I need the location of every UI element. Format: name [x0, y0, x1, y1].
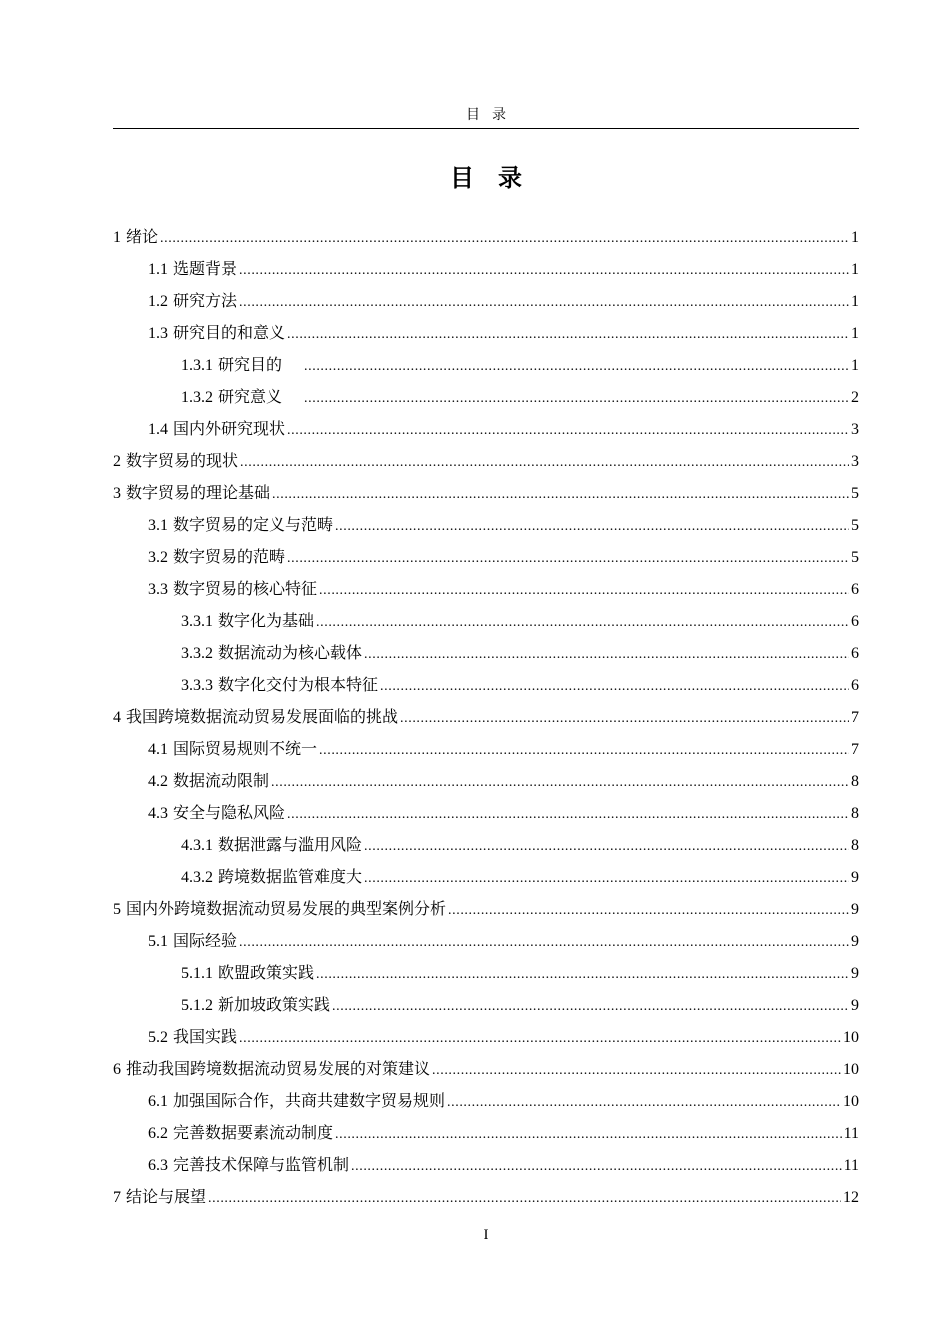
toc-entry[interactable] [113, 830, 859, 862]
toc-entry-title: 我国实践 [173, 1029, 238, 1046]
toc-entry-number: 3.3.1 [181, 613, 213, 630]
toc-entry-page: 6 [851, 645, 859, 662]
toc-entry-page: 9 [851, 869, 859, 886]
toc-leader-dots [287, 542, 849, 574]
toc-entry-title: 安全与隐私风险 [173, 805, 286, 822]
toc-entry-number: 6.1 [148, 1093, 168, 1110]
toc-entry-number: 7 [113, 1189, 121, 1206]
toc-leader-dots [316, 606, 849, 638]
toc-entry-number: 1.2 [148, 293, 168, 310]
toc-entry-number: 4.2 [148, 773, 168, 790]
toc-entry-page: 1 [851, 293, 859, 310]
toc-entry[interactable] [113, 446, 859, 478]
toc-entry-number: 3 [113, 485, 121, 502]
toc-entry-page: 5 [851, 485, 859, 502]
toc-entry-page: 5 [851, 549, 859, 566]
toc-entry-page: 6 [851, 581, 859, 598]
toc-entry-number: 1.4 [148, 421, 168, 438]
toc-entry[interactable] [113, 734, 859, 766]
running-header: 目录 [466, 108, 518, 123]
page-number: I [483, 1227, 489, 1243]
toc-entry-title: 新加坡政策实践 [218, 997, 331, 1014]
toc-entry-title: 研究目的 [218, 357, 283, 374]
toc-leader-dots [364, 830, 849, 862]
toc-entry-page: 8 [851, 805, 859, 822]
toc-entry[interactable] [113, 1054, 859, 1086]
toc-entry-title: 国际经验 [173, 933, 238, 950]
toc-entry-number: 6.3 [148, 1157, 168, 1174]
toc-entry-page: 6 [851, 677, 859, 694]
toc-entry-page: 7 [851, 741, 859, 758]
toc-entry[interactable] [113, 574, 859, 606]
toc-entry-number: 1.3.1 [181, 357, 213, 374]
toc-entry-number: 4 [113, 709, 121, 726]
toc-entry-number: 4.3.2 [181, 869, 213, 886]
toc-entry-number: 5.1 [148, 933, 168, 950]
toc-entry[interactable] [113, 222, 859, 254]
toc-entry-title: 欧盟政策实践 [218, 965, 315, 982]
toc-leader-dots [335, 510, 849, 542]
toc-entry-number: 5.2 [148, 1029, 168, 1046]
toc-entry-title: 完善数据要素流动制度 [173, 1125, 334, 1142]
toc-entry-number: 5.1.2 [181, 997, 213, 1014]
header-rule [113, 128, 859, 129]
toc-entry-title: 数字化为基础 [218, 613, 315, 630]
toc-entry-title: 数据流动限制 [173, 773, 270, 790]
toc-entry-number: 5.1.1 [181, 965, 213, 982]
toc-leader-dots [287, 318, 849, 350]
toc-entry[interactable] [113, 286, 859, 318]
toc-leader-dots [208, 1182, 841, 1214]
toc-leader-dots [319, 734, 849, 766]
toc-entry[interactable] [113, 862, 859, 894]
toc-entry[interactable] [113, 1182, 859, 1214]
toc-entry-page: 9 [851, 933, 859, 950]
toc-entry-page: 3 [851, 453, 859, 470]
toc-entry-title: 数字贸易的范畴 [173, 549, 286, 566]
toc-entry-number: 1 [113, 229, 121, 246]
toc-entry-title: 数字化交付为根本特征 [218, 677, 379, 694]
toc-leader-dots [304, 382, 849, 414]
toc-title: 目录 [450, 164, 546, 192]
toc-entry-page: 7 [851, 709, 859, 726]
toc-leader-dots [304, 350, 849, 382]
toc-entry-number: 4.3.1 [181, 837, 213, 854]
toc-leader-dots [380, 670, 849, 702]
toc-entry-page: 5 [851, 517, 859, 534]
toc-leader-dots [364, 862, 849, 894]
toc-entry[interactable] [113, 958, 859, 990]
toc-entry-number: 1.3 [148, 325, 168, 342]
toc-entry-title: 数据流动为核心载体 [218, 645, 363, 662]
toc-entry-title: 国际贸易规则不统一 [173, 741, 318, 758]
toc-entry-page: 1 [851, 357, 859, 374]
toc-entry-title: 跨境数据监管难度大 [218, 869, 363, 886]
toc-entry-number: 1.1 [148, 261, 168, 278]
toc-entry-page: 9 [851, 901, 859, 918]
toc-leader-dots [364, 638, 849, 670]
toc-entry-page: 9 [851, 965, 859, 982]
toc-entry-page: 1 [851, 229, 859, 246]
toc-entry[interactable] [113, 1022, 859, 1054]
toc-entry-page: 6 [851, 613, 859, 630]
toc-entry-page: 12 [843, 1189, 859, 1206]
toc-leader-dots [239, 254, 849, 286]
toc-entry-title: 数字贸易的核心特征 [173, 581, 318, 598]
toc-entry[interactable] [113, 414, 859, 446]
toc-entry[interactable] [113, 350, 859, 382]
toc-entry-title: 结论与展望 [126, 1189, 207, 1206]
toc-entry[interactable] [113, 670, 859, 702]
toc-entry[interactable] [113, 702, 859, 734]
toc-entry-page: 10 [843, 1061, 859, 1078]
toc-leader-dots [271, 766, 849, 798]
toc-leader-dots [287, 414, 849, 446]
toc-leader-dots [239, 1022, 841, 1054]
toc-entry-title: 推动我国跨境数据流动贸易发展的对策建议 [126, 1061, 431, 1078]
toc-entry[interactable] [113, 990, 859, 1022]
toc-entry-number: 3.3.3 [181, 677, 213, 694]
toc-entry-title: 选题背景 [173, 261, 238, 278]
toc-leader-dots [239, 926, 849, 958]
table-of-contents [113, 222, 859, 1214]
toc-entry-page: 3 [851, 421, 859, 438]
toc-leader-dots [432, 1054, 841, 1086]
toc-entry-number: 3.1 [148, 517, 168, 534]
toc-leader-dots [239, 286, 849, 318]
toc-entry[interactable] [113, 766, 859, 798]
toc-entry-page: 10 [843, 1029, 859, 1046]
toc-leader-dots [351, 1150, 842, 1182]
toc-leader-dots [447, 1086, 841, 1118]
toc-leader-dots [335, 1118, 842, 1150]
toc-leader-dots [287, 798, 849, 830]
toc-entry-number: 4.1 [148, 741, 168, 758]
toc-entry-number: 4.3 [148, 805, 168, 822]
toc-entry-title: 完善技术保障与监管机制 [173, 1157, 350, 1174]
toc-entry-page: 11 [843, 1157, 859, 1174]
toc-entry-page: 9 [851, 997, 859, 1014]
toc-entry[interactable] [113, 1150, 859, 1182]
toc-entry-title: 绪论 [126, 229, 159, 246]
toc-entry-page: 8 [851, 837, 859, 854]
toc-entry-title: 我国跨境数据流动贸易发展面临的挑战 [126, 709, 399, 726]
toc-entry[interactable] [113, 510, 859, 542]
toc-entry-number: 5 [113, 901, 121, 918]
toc-leader-dots [240, 446, 849, 478]
toc-entry[interactable] [113, 926, 859, 958]
toc-entry-number: 6.2 [148, 1125, 168, 1142]
toc-entry-title: 研究方法 [173, 293, 238, 310]
toc-leader-dots [319, 574, 849, 606]
toc-entry-title: 数字贸易的理论基础 [126, 485, 271, 502]
toc-entry[interactable] [113, 1118, 859, 1150]
toc-entry[interactable] [113, 1086, 859, 1118]
toc-entry-number: 3.3.2 [181, 645, 213, 662]
toc-entry-page: 1 [851, 261, 859, 278]
toc-entry-page: 11 [843, 1125, 859, 1142]
toc-entry[interactable] [113, 254, 859, 286]
toc-entry-number: 3.3 [148, 581, 168, 598]
toc-entry[interactable] [113, 318, 859, 350]
toc-entry-title: 数字贸易的定义与范畴 [173, 517, 334, 534]
toc-leader-dots [160, 222, 849, 254]
toc-entry-page: 1 [851, 325, 859, 342]
toc-entry-page: 10 [843, 1093, 859, 1110]
toc-entry-title: 国内外研究现状 [173, 421, 286, 438]
toc-leader-dots [400, 702, 849, 734]
toc-entry-page: 2 [851, 389, 859, 406]
toc-entry-title: 数字贸易的现状 [126, 453, 239, 470]
toc-entry[interactable] [113, 478, 859, 510]
toc-entry[interactable] [113, 638, 859, 670]
toc-entry-title: 国内外跨境数据流动贸易发展的典型案例分析 [126, 901, 447, 918]
toc-entry[interactable] [113, 382, 859, 414]
toc-entry-title: 加强国际合作，共商共建数字贸易规则 [173, 1093, 446, 1110]
toc-entry[interactable] [113, 606, 859, 638]
toc-entry-number: 1.3.2 [181, 389, 213, 406]
toc-entry-title: 研究目的和意义 [173, 325, 286, 342]
toc-leader-dots [272, 478, 849, 510]
toc-leader-dots [316, 958, 849, 990]
toc-leader-dots [448, 894, 849, 926]
toc-entry-number: 6 [113, 1061, 121, 1078]
toc-entry-title: 数据泄露与滥用风险 [218, 837, 363, 854]
toc-entry-title: 研究意义 [218, 389, 283, 406]
toc-entry-page: 8 [851, 773, 859, 790]
toc-entry-number: 2 [113, 453, 121, 470]
toc-entry[interactable] [113, 894, 859, 926]
toc-entry-number: 3.2 [148, 549, 168, 566]
toc-entry[interactable] [113, 542, 859, 574]
toc-leader-dots [332, 990, 849, 1022]
toc-entry[interactable] [113, 798, 859, 830]
